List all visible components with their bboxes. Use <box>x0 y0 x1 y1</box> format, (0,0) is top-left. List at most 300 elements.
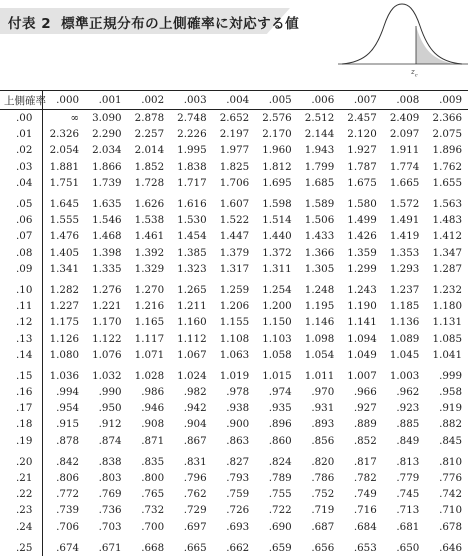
table-cell: 1.635 <box>92 198 122 211</box>
table-cell: .990 <box>98 386 122 399</box>
table-cell: .882 <box>439 418 462 431</box>
table-cell: 1.270 <box>134 283 165 296</box>
table-cell: 1.227 <box>49 300 80 313</box>
table-cell: 1.329 <box>134 262 165 275</box>
table-cell: .831 <box>183 455 207 468</box>
table-cell: 1.751 <box>49 176 80 189</box>
table-cell: 1.136 <box>389 316 420 329</box>
table-cell: 1.287 <box>432 262 462 275</box>
row-label: .14 <box>0 347 43 363</box>
table-cell: .889 <box>353 418 377 431</box>
table-cell: .800 <box>141 472 165 485</box>
table-row <box>0 347 468 363</box>
column-header: .002 <box>128 91 171 110</box>
table-cell: .904 <box>183 418 207 431</box>
table-row <box>0 486 468 502</box>
row-label: .18 <box>0 416 43 432</box>
table-cell: 1.232 <box>432 283 462 296</box>
table-cell: 1.003 <box>389 369 420 382</box>
upper-tail-area <box>416 26 450 64</box>
table-cell: 1.405 <box>49 246 80 259</box>
table-row <box>0 449 468 470</box>
table-cell: .978 <box>226 386 250 399</box>
table-cell: 1.112 <box>177 332 207 345</box>
table-cell: 1.015 <box>262 369 292 382</box>
table-cell: .690 <box>268 520 292 533</box>
row-label: .15 <box>0 363 43 384</box>
table-cell: 1.141 <box>347 316 377 329</box>
row-label: .12 <box>0 314 43 330</box>
table-cell: 1.812 <box>262 160 292 173</box>
table-cell: .722 <box>268 504 292 517</box>
table-cell: 1.392 <box>134 246 165 259</box>
row-label: .17 <box>0 400 43 416</box>
table-cell: .684 <box>353 520 377 533</box>
table-cell: 1.311 <box>262 262 292 275</box>
table-cell: 1.706 <box>219 176 250 189</box>
table-cell: 2.226 <box>177 128 207 141</box>
row-label: .05 <box>0 191 43 212</box>
table-row <box>0 400 468 416</box>
table-row <box>0 384 468 400</box>
table-cell: .806 <box>56 472 80 485</box>
table-cell: .706 <box>56 520 80 533</box>
table-row <box>0 330 468 346</box>
table-cell: 1.514 <box>262 214 292 227</box>
table-cell: .665 <box>183 541 207 554</box>
table-cell: 1.412 <box>432 230 462 243</box>
table-cell: 1.881 <box>49 160 80 173</box>
table-cell: .927 <box>353 402 377 415</box>
row-label: .24 <box>0 519 43 535</box>
column-header: .003 <box>170 91 213 110</box>
table-cell: .674 <box>56 541 80 554</box>
table-cell: .793 <box>226 472 250 485</box>
table-cell: .703 <box>98 520 122 533</box>
table-cell: 1.058 <box>262 348 292 361</box>
table-cell: .713 <box>396 504 420 517</box>
table-cell: 2.290 <box>92 128 122 141</box>
table-cell: 1.248 <box>304 283 335 296</box>
table-cell: .970 <box>311 386 335 399</box>
page-title <box>8 12 299 32</box>
column-header: .005 <box>255 91 298 110</box>
table-cell: .803 <box>98 472 122 485</box>
bell-curve <box>342 4 462 64</box>
table-cell: 1.323 <box>177 262 207 275</box>
table-cell: .710 <box>439 504 462 517</box>
table-cell: 1.237 <box>389 283 420 296</box>
table-cell: .789 <box>268 472 292 485</box>
table-cell: 1.282 <box>49 283 80 296</box>
table-cell: 1.461 <box>134 230 165 243</box>
table-cell: .849 <box>396 434 420 447</box>
table-cell: .749 <box>353 488 377 501</box>
table-cell: 1.398 <box>92 246 122 259</box>
table-cell: 1.665 <box>389 176 420 189</box>
table-cell: 1.041 <box>432 348 462 361</box>
table-cell: 1.347 <box>432 246 462 259</box>
row-label: .13 <box>0 330 43 346</box>
table-row <box>0 470 468 486</box>
table-cell: .732 <box>141 504 165 517</box>
table-cell: 2.878 <box>134 112 165 125</box>
table-cell: 1.366 <box>304 246 335 259</box>
table-cell: .668 <box>141 541 165 554</box>
table-cell: 1.675 <box>347 176 377 189</box>
table-cell: 1.221 <box>92 300 122 313</box>
table-cell: .759 <box>226 488 250 501</box>
table-cell: .931 <box>311 402 335 415</box>
table-cell: .650 <box>396 541 420 554</box>
table-cell: .919 <box>439 402 462 415</box>
table-cell: 1.977 <box>219 144 250 157</box>
table-cell: .653 <box>353 541 377 554</box>
table-cell: .659 <box>268 541 292 554</box>
table-cell: 1.063 <box>219 348 250 361</box>
table-row <box>0 519 468 535</box>
row-label: .03 <box>0 159 43 175</box>
table-cell: .874 <box>98 434 122 447</box>
table-cell: .739 <box>56 504 80 517</box>
table-cell: 1.170 <box>92 316 122 329</box>
table-cell: .776 <box>439 472 462 485</box>
table-cell: 1.299 <box>347 262 377 275</box>
table-cell: .962 <box>396 386 420 399</box>
table-cell: 1.195 <box>304 300 335 313</box>
table-cell: 2.512 <box>304 112 335 125</box>
row-label: .01 <box>0 126 43 142</box>
cutoff-label: $z_c$ <box>411 68 418 79</box>
table-cell: .958 <box>439 386 462 399</box>
table-cell: 1.555 <box>49 214 80 227</box>
table-row <box>0 261 468 277</box>
table-cell: 1.927 <box>347 144 377 157</box>
table-cell: 1.067 <box>177 348 207 361</box>
table-cell: 1.538 <box>134 214 165 227</box>
table-cell: 1.896 <box>432 144 462 157</box>
table-cell: .810 <box>439 455 462 468</box>
table-cell: 1.645 <box>49 198 80 211</box>
table-row <box>0 298 468 314</box>
table-cell: 1.293 <box>389 262 420 275</box>
table-cell: .935 <box>268 402 292 415</box>
table-row <box>0 142 468 158</box>
table-cell: .878 <box>56 434 80 447</box>
table-cell: 1.866 <box>92 160 122 173</box>
table-cell: 1.341 <box>49 262 80 275</box>
table-cell: 1.085 <box>432 332 462 345</box>
table-cell: .954 <box>56 402 80 415</box>
table-cell: .762 <box>183 488 207 501</box>
table-cell: 1.379 <box>219 246 250 259</box>
table-cell: .729 <box>183 504 207 517</box>
table-row <box>0 363 468 384</box>
table-cell: .893 <box>311 418 335 431</box>
table-cell: 2.144 <box>304 128 335 141</box>
table-cell: .908 <box>141 418 165 431</box>
table-cell: 1.305 <box>304 262 335 275</box>
table-cell: 2.652 <box>219 112 250 125</box>
table-row <box>0 191 468 212</box>
table-cell: 1.911 <box>389 144 420 157</box>
table-cell: .796 <box>183 472 207 485</box>
table-cell: .942 <box>183 402 207 415</box>
table-cell: 1.259 <box>219 283 250 296</box>
row-label: .10 <box>0 277 43 298</box>
table-cell: 1.598 <box>262 198 292 211</box>
table-cell: 1.098 <box>304 332 335 345</box>
table-cell: 1.426 <box>347 230 377 243</box>
table-cell: .845 <box>439 434 462 447</box>
table-cell: 1.825 <box>219 160 250 173</box>
table-cell: .994 <box>56 386 80 399</box>
table-cell: 1.160 <box>177 316 207 329</box>
table-cell: 1.483 <box>432 214 462 227</box>
table-cell: 2.097 <box>389 128 420 141</box>
column-header: .000 <box>43 91 86 110</box>
table-body <box>0 110 468 556</box>
table-cell: 1.838 <box>177 160 207 173</box>
row-label: .20 <box>0 449 43 470</box>
table-cell: 1.126 <box>49 332 80 345</box>
table-cell: .986 <box>141 386 165 399</box>
table-cell: .772 <box>56 488 80 501</box>
table-cell: 1.468 <box>92 230 122 243</box>
table-cell: 1.007 <box>347 369 377 382</box>
table-cell: 2.326 <box>49 128 80 141</box>
table-row <box>0 416 468 432</box>
table-cell: 1.150 <box>262 316 292 329</box>
table-cell: .824 <box>268 455 292 468</box>
normal-curve-diagram <box>338 0 468 70</box>
table-cell: .700 <box>141 520 165 533</box>
table-cell: 2.014 <box>134 144 165 157</box>
table-cell: .646 <box>439 541 462 554</box>
table-row <box>0 245 468 261</box>
table-cell: 1.491 <box>389 214 420 227</box>
table-row <box>0 277 468 298</box>
table-cell: .827 <box>226 455 250 468</box>
table-cell: 1.353 <box>389 246 420 259</box>
appendix-label: 付表 2 <box>8 16 52 32</box>
table-row <box>0 433 468 449</box>
table-cell: 1.960 <box>262 144 292 157</box>
table-cell: 2.034 <box>92 144 122 157</box>
table-cell: .671 <box>98 541 122 554</box>
table-cell: 1.522 <box>219 214 250 227</box>
table-cell: 1.499 <box>347 214 377 227</box>
table-cell: .838 <box>98 455 122 468</box>
table-cell: 1.089 <box>389 332 420 345</box>
table-row <box>0 314 468 330</box>
table-cell: 1.190 <box>347 300 377 313</box>
table-cell: .786 <box>311 472 335 485</box>
table-cell: .982 <box>183 386 207 399</box>
table-row <box>0 110 468 127</box>
table-cell: 1.265 <box>177 283 207 296</box>
table-cell: 2.170 <box>262 128 292 141</box>
table-cell: .769 <box>98 488 122 501</box>
table-cell: 2.120 <box>347 128 377 141</box>
table-cell: 1.739 <box>92 176 122 189</box>
row-label: .08 <box>0 245 43 261</box>
table-cell: 1.995 <box>177 144 207 157</box>
table-cell: .946 <box>141 402 165 415</box>
table-cell: .687 <box>311 520 335 533</box>
table-cell: .678 <box>439 520 462 533</box>
table-cell: .974 <box>268 386 292 399</box>
table-cell: 1.787 <box>347 160 377 173</box>
table-cell: .716 <box>353 504 377 517</box>
table-cell: 1.447 <box>219 230 250 243</box>
row-label: .23 <box>0 502 43 518</box>
table-cell: 1.122 <box>92 332 122 345</box>
table-cell: .817 <box>353 455 377 468</box>
row-label: .00 <box>0 110 43 127</box>
table-cell: .681 <box>396 520 420 533</box>
table-cell: 1.717 <box>177 176 207 189</box>
table-cell: .813 <box>396 455 420 468</box>
table-cell: 1.695 <box>262 176 292 189</box>
table-cell: 1.180 <box>432 300 462 313</box>
table-cell: 1.385 <box>177 246 207 259</box>
row-label: .06 <box>0 212 43 228</box>
table-cell: 1.200 <box>262 300 292 313</box>
table-cell: 1.372 <box>262 246 292 259</box>
table-cell: 1.080 <box>49 348 80 361</box>
row-label: .22 <box>0 486 43 502</box>
table-cell: 1.155 <box>219 316 250 329</box>
table-cell: .871 <box>141 434 165 447</box>
table-cell: 1.211 <box>177 300 207 313</box>
table-cell: .779 <box>396 472 420 485</box>
table-cell: 1.036 <box>49 369 80 382</box>
table-cell: 1.317 <box>219 262 250 275</box>
row-label: .21 <box>0 470 43 486</box>
table-cell: 1.146 <box>304 316 335 329</box>
table-cell: .726 <box>226 504 250 517</box>
column-header: .001 <box>85 91 128 110</box>
table-cell: 1.028 <box>134 369 165 382</box>
table-cell: 1.762 <box>432 160 462 173</box>
table-cell: 1.454 <box>177 230 207 243</box>
table-cell: .742 <box>439 488 462 501</box>
row-label: .02 <box>0 142 43 158</box>
table-cell: 1.103 <box>262 332 292 345</box>
table-cell: 1.440 <box>262 230 292 243</box>
table-cell: 1.506 <box>304 214 335 227</box>
table-cell: 2.748 <box>177 112 207 125</box>
column-header: .006 <box>298 91 341 110</box>
table-cell: .782 <box>353 472 377 485</box>
table-cell: 1.572 <box>389 198 420 211</box>
table-cell: 1.254 <box>262 283 292 296</box>
table-cell: 1.616 <box>177 198 207 211</box>
table-cell: .966 <box>353 386 377 399</box>
table-cell: 1.546 <box>92 214 122 227</box>
table-cell: .867 <box>183 434 207 447</box>
table-cell: 1.071 <box>134 348 165 361</box>
table-cell: 1.799 <box>304 160 335 173</box>
table-cell: 1.335 <box>92 262 122 275</box>
row-label: .16 <box>0 384 43 400</box>
table-cell: 1.045 <box>389 348 420 361</box>
table-cell: 1.626 <box>134 198 165 211</box>
table-cell: 2.075 <box>432 128 462 141</box>
table-cell: 1.359 <box>347 246 377 259</box>
table-cell: 1.276 <box>92 283 122 296</box>
table-cell: 1.165 <box>134 316 165 329</box>
table-cell: 1.131 <box>432 316 462 329</box>
table-cell: .765 <box>141 488 165 501</box>
table-cell: .938 <box>226 402 250 415</box>
table-cell: 1.117 <box>134 332 165 345</box>
table-row <box>0 212 468 228</box>
table-cell: 1.019 <box>219 369 250 382</box>
table-row <box>0 502 468 518</box>
table-cell: 1.076 <box>92 348 122 361</box>
table-cell: .950 <box>98 402 122 415</box>
table-cell: .912 <box>98 418 122 431</box>
column-header: .008 <box>383 91 426 110</box>
table-cell: 1.108 <box>219 332 250 345</box>
table-cell: 1.580 <box>347 198 377 211</box>
table-row <box>0 126 468 142</box>
table-cell: 1.476 <box>49 230 80 243</box>
table-cell: 3.090 <box>92 112 122 125</box>
table-cell: 1.049 <box>347 348 377 361</box>
table-cell: 1.206 <box>219 300 250 313</box>
table-cell: .662 <box>226 541 250 554</box>
table-cell: 2.366 <box>432 112 462 125</box>
row-label: .19 <box>0 433 43 449</box>
table-cell: .656 <box>311 541 335 554</box>
header-upper-probability: 上側確率 <box>0 91 43 110</box>
table-cell: 1.419 <box>389 230 420 243</box>
table-cell: 2.257 <box>134 128 165 141</box>
table-cell: 1.774 <box>389 160 420 173</box>
table-cell: 1.943 <box>304 144 335 157</box>
table-cell: 1.728 <box>134 176 165 189</box>
table-cell: 1.054 <box>304 348 335 361</box>
row-label: .07 <box>0 228 43 244</box>
table-cell: .835 <box>141 455 165 468</box>
table-cell: 2.197 <box>219 128 250 141</box>
table-cell: .693 <box>226 520 250 533</box>
column-header: .007 <box>340 91 383 110</box>
table-cell: 2.054 <box>49 144 80 157</box>
row-label: .04 <box>0 175 43 191</box>
table-cell: .999 <box>439 369 462 382</box>
table-cell: .752 <box>311 488 335 501</box>
table-cell: .697 <box>183 520 207 533</box>
table-cell: 1.216 <box>134 300 165 313</box>
table-cell: 1.011 <box>304 369 335 382</box>
table-cell: 1.852 <box>134 160 165 173</box>
row-label: .11 <box>0 298 43 314</box>
title-text: 標準正規分布の上側確率に対応する値 <box>61 16 300 32</box>
row-label: .09 <box>0 261 43 277</box>
column-header: .004 <box>213 91 256 110</box>
table-cell: .896 <box>268 418 292 431</box>
table-cell: 1.563 <box>432 198 462 211</box>
table-cell: 1.607 <box>219 198 250 211</box>
table-cell: 2.576 <box>262 112 292 125</box>
table-cell: 1.024 <box>177 369 207 382</box>
table-cell: .885 <box>396 418 420 431</box>
table-cell: 1.185 <box>389 300 420 313</box>
